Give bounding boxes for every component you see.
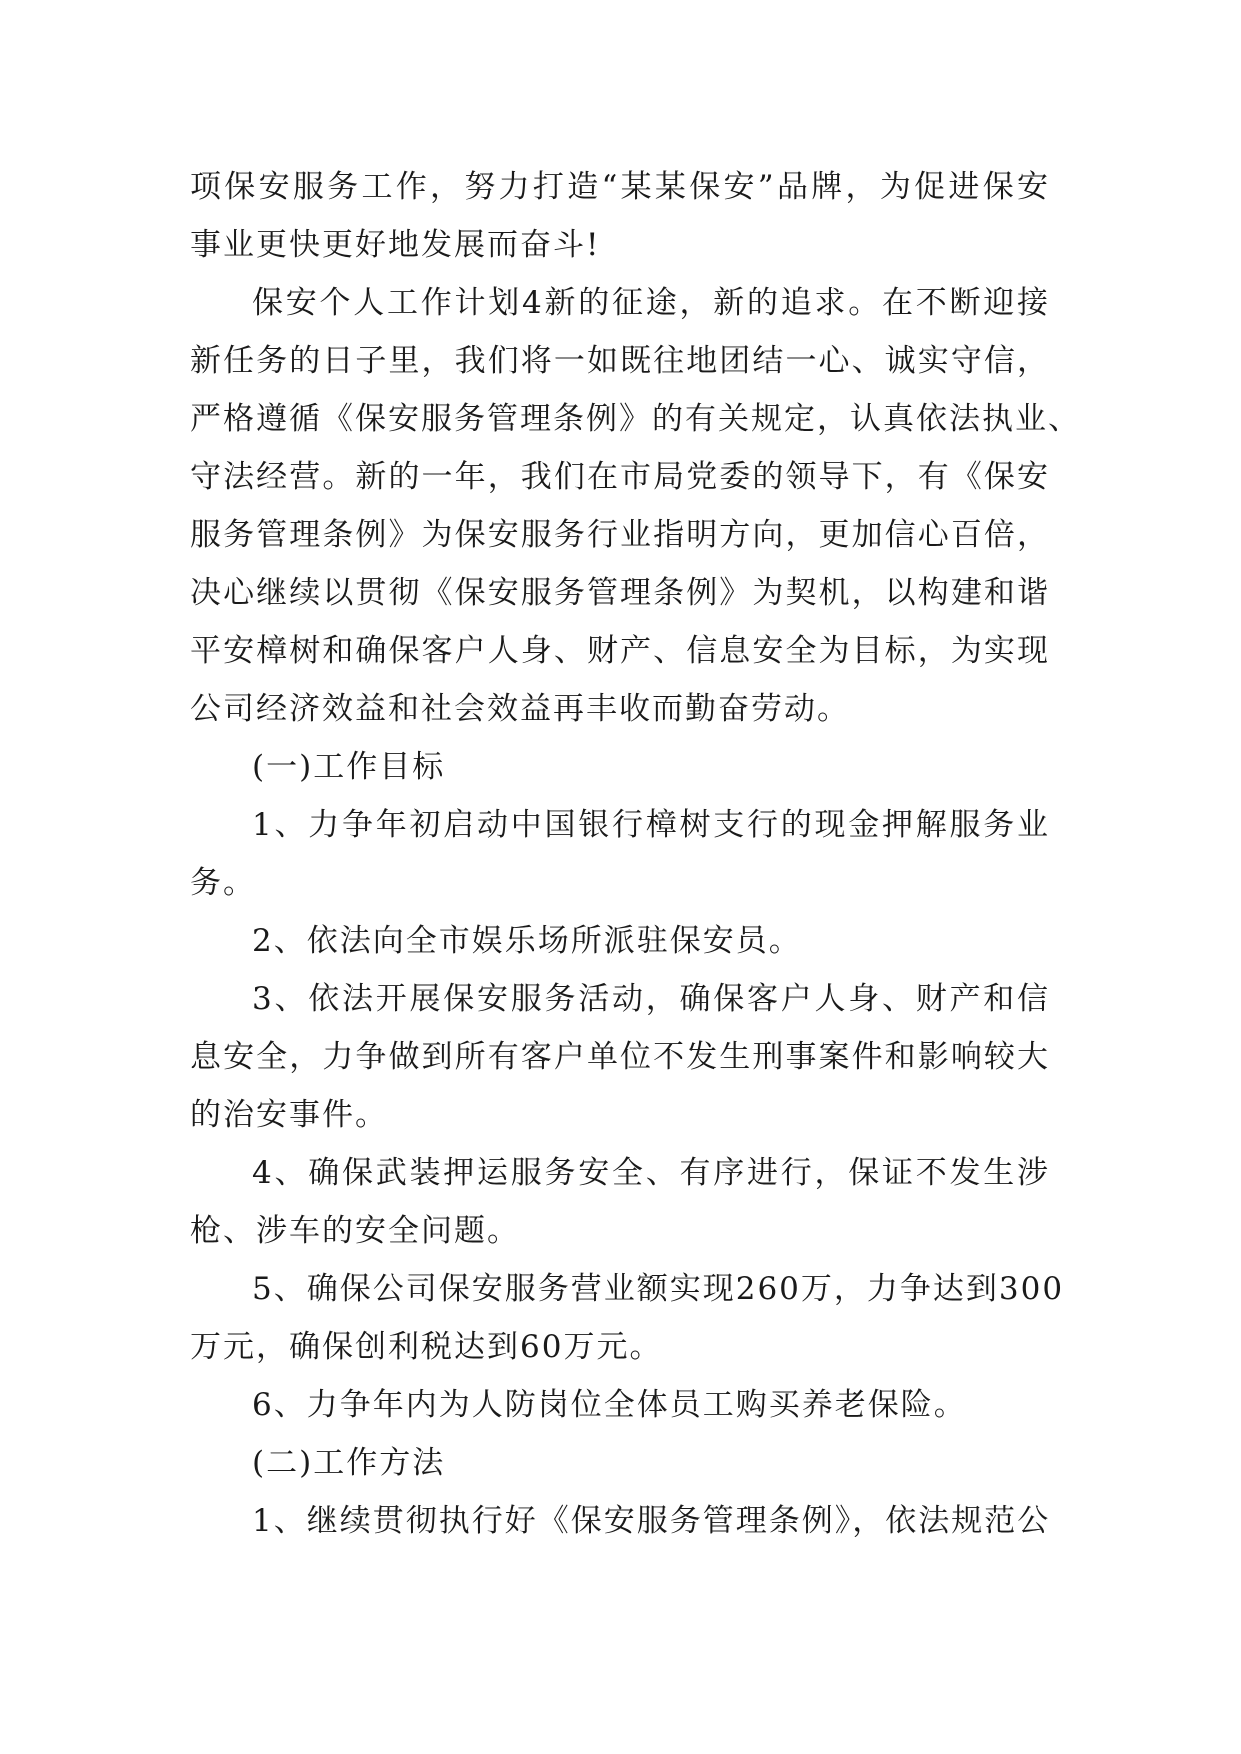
text-line: 5、确保公司保安服务营业额实现260万，力争达到300	[252, 1271, 1065, 1307]
text-line: 决心继续以贯彻《保安服务管理条例》为契机，以构建和谐	[190, 575, 1050, 611]
text-line: 新任务的日子里，我们将一如既往地团结一心、诚实守信，	[190, 343, 1050, 379]
text-line: 服务管理条例》为保安服务行业指明方向，更加信心百倍，	[190, 517, 1050, 553]
text-line: 务。	[190, 865, 256, 901]
text-line: 平安樟树和确保客户人身、财产、信息安全为目标，为实现	[190, 633, 1050, 669]
text-line: 万元，确保创利税达到60万元。	[190, 1329, 663, 1365]
text-line: 2、依法向全市娱乐场所派驻保安员。	[252, 923, 802, 959]
section-heading: (二)工作方法	[252, 1445, 446, 1481]
text-line: 4、确保武装押运服务安全、有序进行，保证不发生涉	[252, 1155, 1050, 1191]
text-line: 保安个人工作计划4新的征途，新的追求。在不断迎接	[252, 285, 1050, 321]
text-line: 3、依法开展保安服务活动，确保客户人身、财产和信	[252, 981, 1050, 1017]
text-line: 6、力争年内为人防岗位全体员工购买养老保险。	[252, 1387, 967, 1423]
document-body	[190, 158, 1081, 1550]
text-line: 严格遵循《保安服务管理条例》的有关规定，认真依法执业、	[190, 401, 1081, 437]
text-line: 公司经济效益和社会效益再丰收而勤奋劳动。	[190, 691, 850, 727]
text-line: 1、力争年初启动中国银行樟树支行的现金押解服务业	[252, 807, 1050, 843]
text-line: 事业更快更好地发展而奋斗!	[190, 227, 601, 263]
text-line: 的治安事件。	[190, 1097, 388, 1133]
text-line: 1、继续贯彻执行好《保安服务管理条例》，依法规范公	[252, 1503, 1051, 1539]
text-line: 守法经营。新的一年，我们在市局党委的领导下，有《保安	[190, 459, 1050, 495]
section-heading: (一)工作目标	[252, 749, 446, 785]
text-line: 项保安服务工作，努力打造“某某保安”品牌，为促进保安	[190, 169, 1050, 205]
text-line: 枪、涉车的安全问题。	[190, 1213, 520, 1249]
text-line: 息安全，力争做到所有客户单位不发生刑事案件和影响较大	[190, 1039, 1050, 1075]
